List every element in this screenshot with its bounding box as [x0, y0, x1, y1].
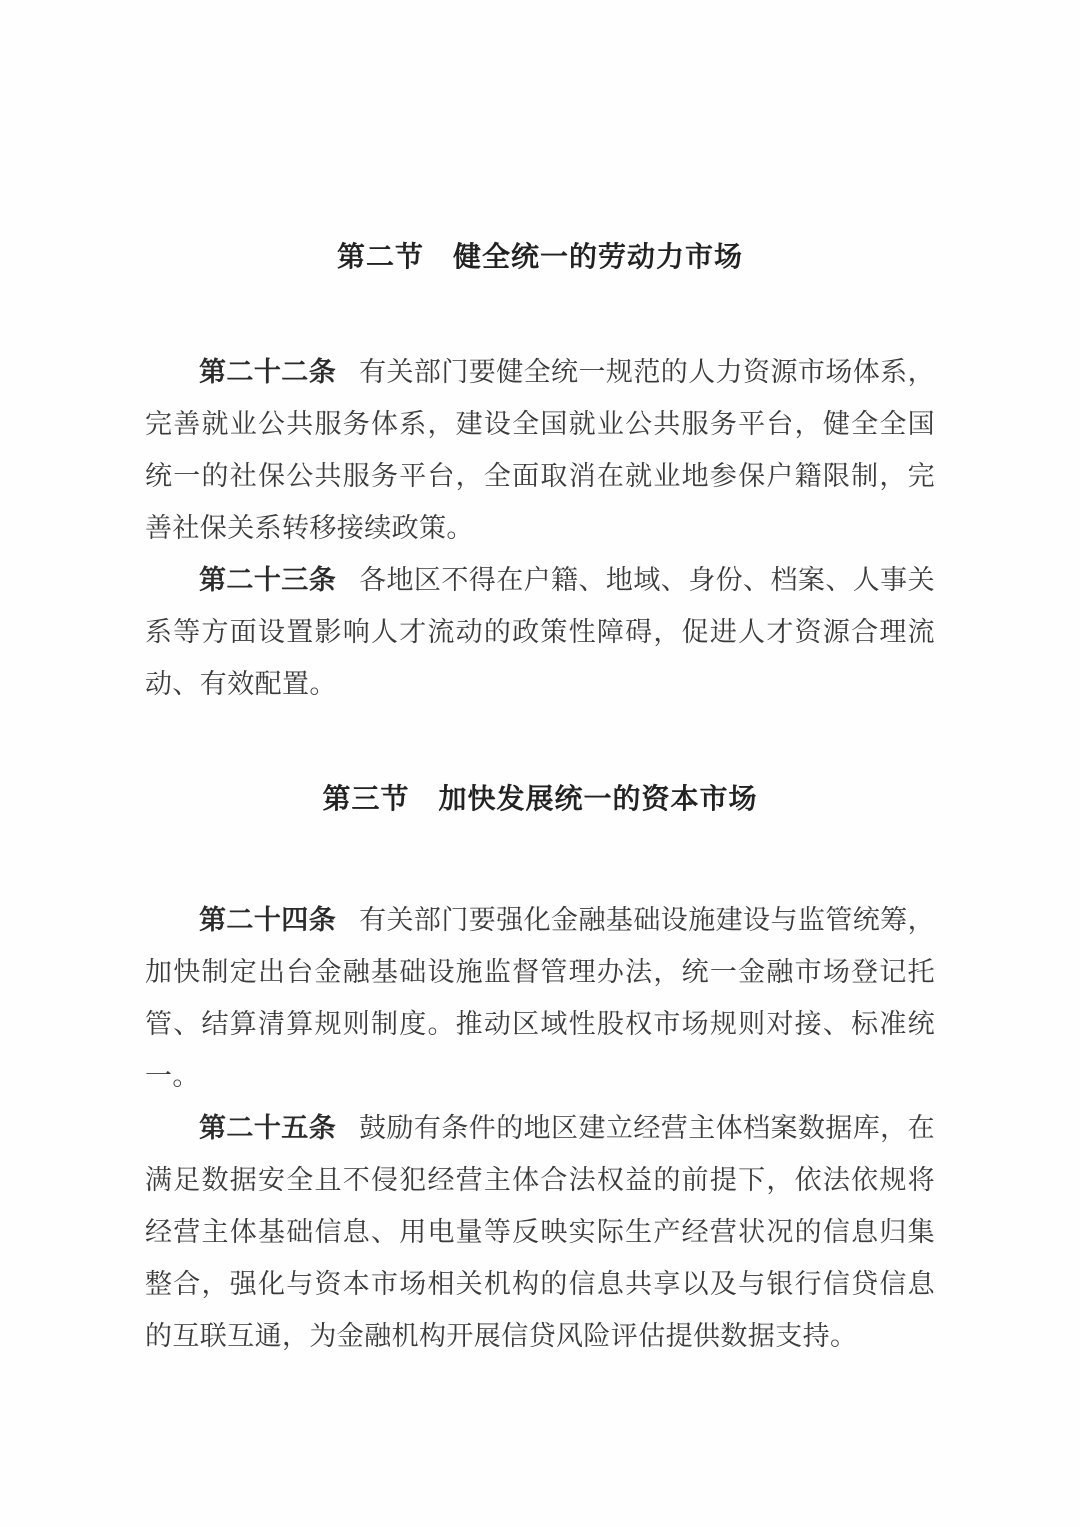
article-23-number: 第二十三条	[199, 565, 337, 595]
section-heading-capital-market: 第三节 加快发展统一的资本市场	[322, 783, 758, 814]
article-24	[145, 894, 935, 1102]
article-25	[145, 1102, 935, 1362]
section-heading-labor-market: 第二节 健全统一的劳动力市场	[336, 241, 743, 272]
article-24-body: 有关部门要强化金融基础设施建设与监管统筹，加快制定出台金融基础设施监督管理办法，统一金融市场登记托管、结算清算规则制度。推动区域性股权市场规则对接、标准统一。	[145, 905, 936, 1091]
article-23	[145, 554, 935, 710]
article-23-body: 各地区不得在户籍、地域、身份、档案、人事关系等方面设置影响人才流动的政策性障碍，促进人才资源合理流动、有效配置。	[145, 565, 936, 699]
article-24-number: 第二十四条	[199, 905, 337, 935]
article-25-body: 鼓励有条件的地区建立经营主体档案数据库，在满足数据安全且不侵犯经营主体合法权益的前提下，依法依规将经营主体基础信息、用电量等反映实际生产经营状况的信息归集整合，强化与资本市场相关机构的信息共享以及与银行信贷信息的互联互通，为金融机构开展信贷风险评估提供数据支持。	[145, 1113, 936, 1351]
article-22-number: 第二十二条	[199, 357, 337, 387]
article-25-number: 第二十五条	[199, 1113, 337, 1143]
article-22	[145, 346, 935, 554]
article-22-body: 有关部门要健全统一规范的人力资源市场体系，完善就业公共服务体系，建设全国就业公共服务平台，健全全国统一的社保公共服务平台，全面取消在就业地参保户籍限制，完善社保关系转移接续政策。	[145, 357, 936, 543]
